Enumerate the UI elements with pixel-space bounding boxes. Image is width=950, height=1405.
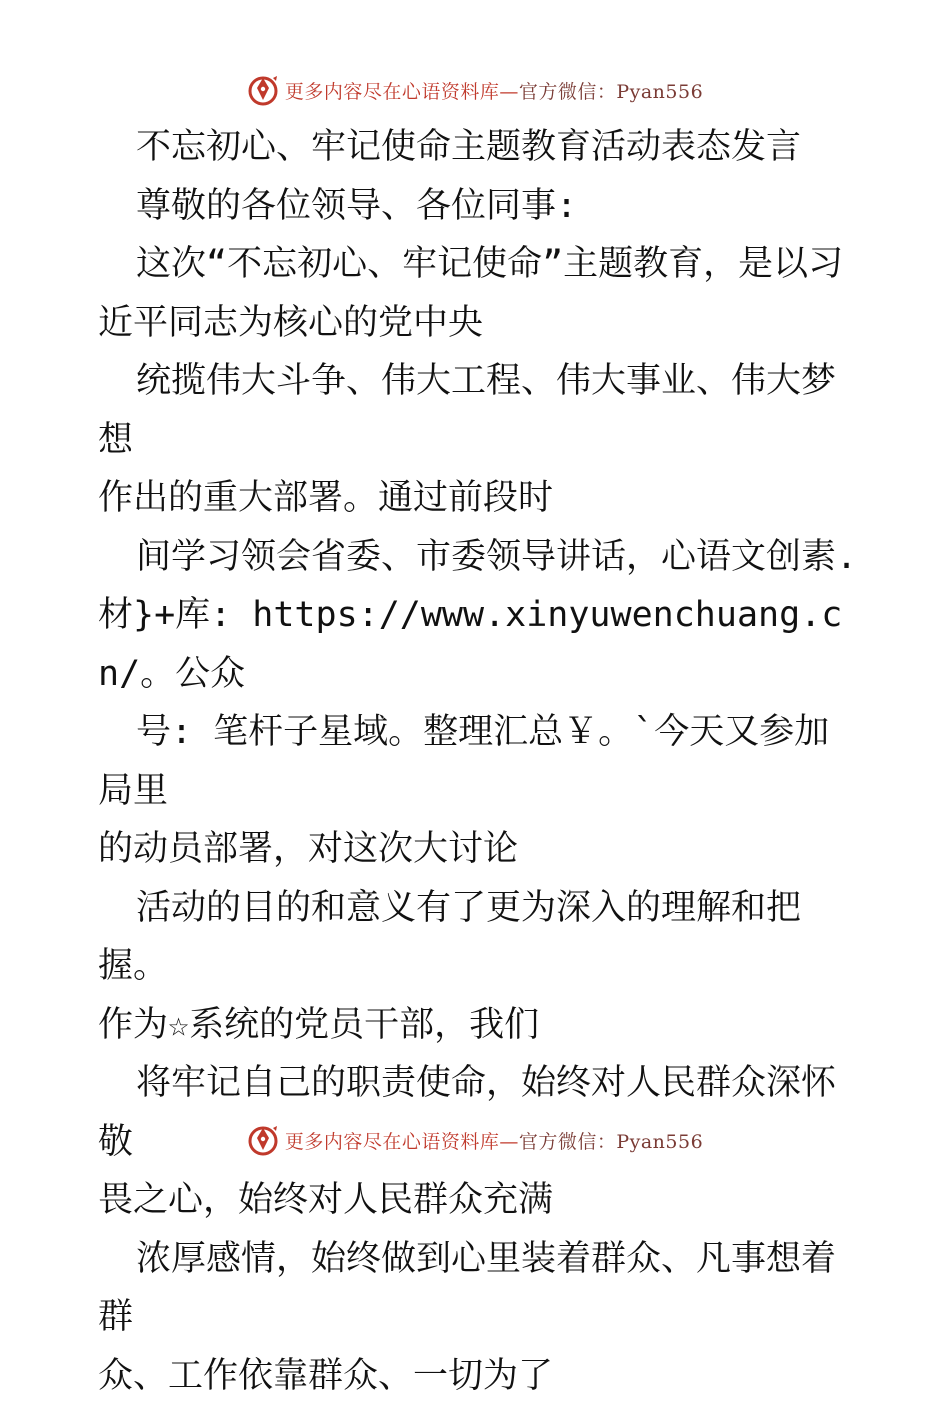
paragraph-line: 浓厚感情，始终做到心里装着群众、凡事想着群 xyxy=(98,1230,858,1347)
footer-banner xyxy=(0,1120,950,1160)
banner-text xyxy=(285,77,703,104)
paragraph-line: 近平同志为核心的党中央 xyxy=(98,294,858,353)
banner-site-text: 更多内容尽在心语资料库— xyxy=(285,81,519,103)
document-body xyxy=(98,118,858,1405)
pen-nib-logo-icon xyxy=(247,1124,279,1156)
salutation: 尊敬的各位领导、各位同事: xyxy=(98,177,858,236)
paragraph-line: 活动的目的和意义有了更为深入的理解和把握。 xyxy=(98,879,858,996)
banner-site-text: 更多内容尽在心语资料库— xyxy=(285,1131,519,1153)
banner-text xyxy=(285,1127,703,1154)
header-banner xyxy=(0,70,950,110)
paragraph-line: 材}+库: https://www.xinyuwenchuang.cn/。公众 xyxy=(98,586,858,703)
banner-wechat-text: 官方微信：Pyan556 xyxy=(519,81,703,103)
banner-wechat-text: 官方微信：Pyan556 xyxy=(519,1131,703,1153)
paragraph-line: 间学习领会省委、市委领导讲话，心语文创素. xyxy=(98,528,858,587)
paragraph-line: 的动员部署，对这次大讨论 xyxy=(98,820,858,879)
paragraph-line: 畏之心，始终对人民群众充满 xyxy=(98,1171,858,1230)
paragraph-line: 这次“不忘初心、牢记使命”主题教育，是以习 xyxy=(98,235,858,294)
paragraph-line: 作出的重大部署。通过前段时 xyxy=(98,469,858,528)
paragraph-line: 众、工作依靠群众、一切为了 xyxy=(98,1347,858,1405)
pen-nib-logo-icon xyxy=(247,74,279,106)
paragraph-line: 作为☆系统的党员干部，我们 xyxy=(98,996,858,1055)
paragraph-line: 号: 笔杆子星域。整理汇总￥。`今天又参加局里 xyxy=(98,703,858,820)
paragraph-line: 统揽伟大斗争、伟大工程、伟大事业、伟大梦想 xyxy=(98,352,858,469)
document-title: 不忘初心、牢记使命主题教育活动表态发言 xyxy=(98,118,858,177)
paragraph-line: 将牢记自己的职责使命，始终对人民群众深怀敬 xyxy=(98,1054,858,1171)
